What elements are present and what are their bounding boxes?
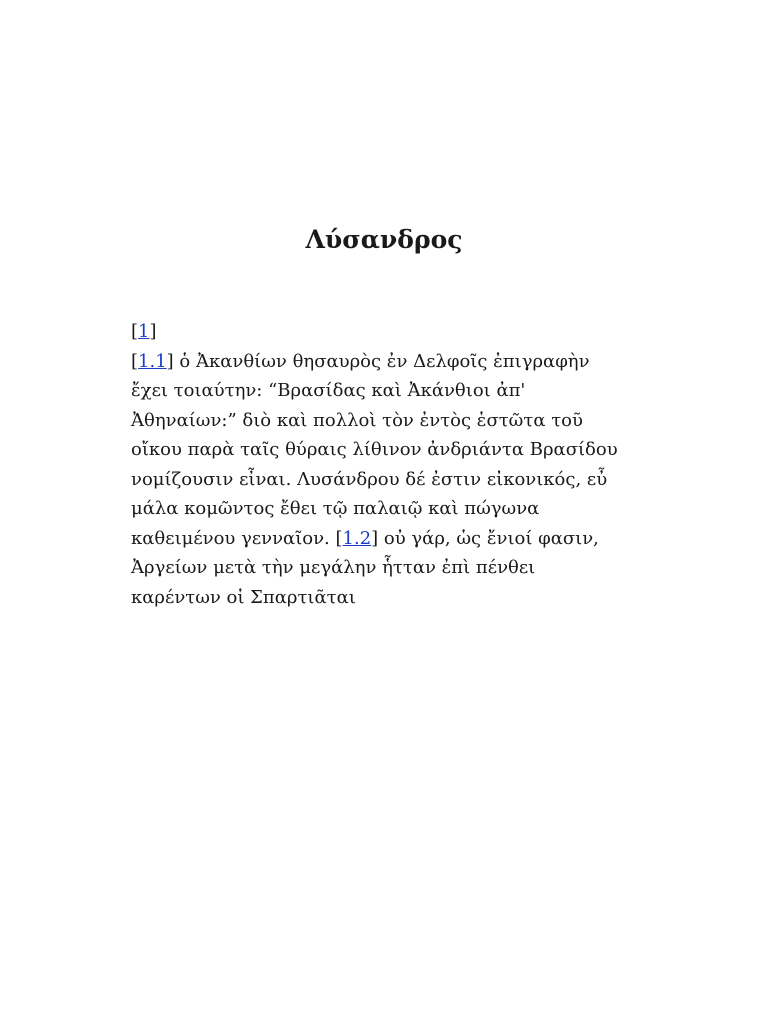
text-line-9: καρέντων οἱ Σπαρτιᾶται	[131, 586, 356, 608]
text-line-8: Ἀργείων μετὰ τὴν μεγάλην ἧτταν ἐπὶ πένθει	[131, 557, 536, 578]
text-line-6: μάλα κομῶντος ἔθει τῷ παλαιῷ καὶ πώγωνα	[131, 498, 540, 519]
section-line: [1]	[131, 321, 157, 342]
document-title: Λύσανδρος	[305, 225, 463, 254]
text-line-2: ἔχει τοιαύτην: “Βρασίδας καὶ Ἀκάνθιοι ἀπ'	[131, 380, 526, 401]
text-line-7: καθειμένου γενναῖον. [1.2] οὐ γάρ, ὡς ἔνιοί φασιν,	[131, 527, 599, 549]
text-line-3: Ἀθηναίων:” διὸ καὶ πολλοὶ τὸν ἐντὸς ἑστῶτα τοῦ	[131, 409, 583, 431]
section-ref-link[interactable]: 1	[138, 321, 150, 342]
text-line-4: οἴκου παρὰ ταῖς θύραις λίθινον ἀνδριάντα Βρασίδου	[131, 439, 618, 460]
text-line-1: [1.1] ὁ Ἀκανθίων θησαυρὸς ἐν Δελφοῖς ἐπιγραφὴν	[131, 350, 590, 372]
text-line-5: νομίζουσιν εἶναι. Λυσάνδρου δέ ἐστιν εἰκονικός, εὖ	[131, 468, 608, 490]
text-line-7-before: καθειμένου γενναῖον.	[131, 527, 336, 549]
ref-link-1-1[interactable]: 1.1	[138, 350, 167, 372]
document-body	[131, 317, 631, 612]
text-line-1-content: ὁ Ἀκανθίων θησαυρὸς ἐν Δελφοῖς ἐπιγραφὴν	[173, 350, 590, 372]
text-line-7-after: οὐ γάρ, ὡς ἔνιοί φασιν,	[378, 527, 599, 549]
ref-link-1-2[interactable]: 1.2	[342, 527, 372, 549]
